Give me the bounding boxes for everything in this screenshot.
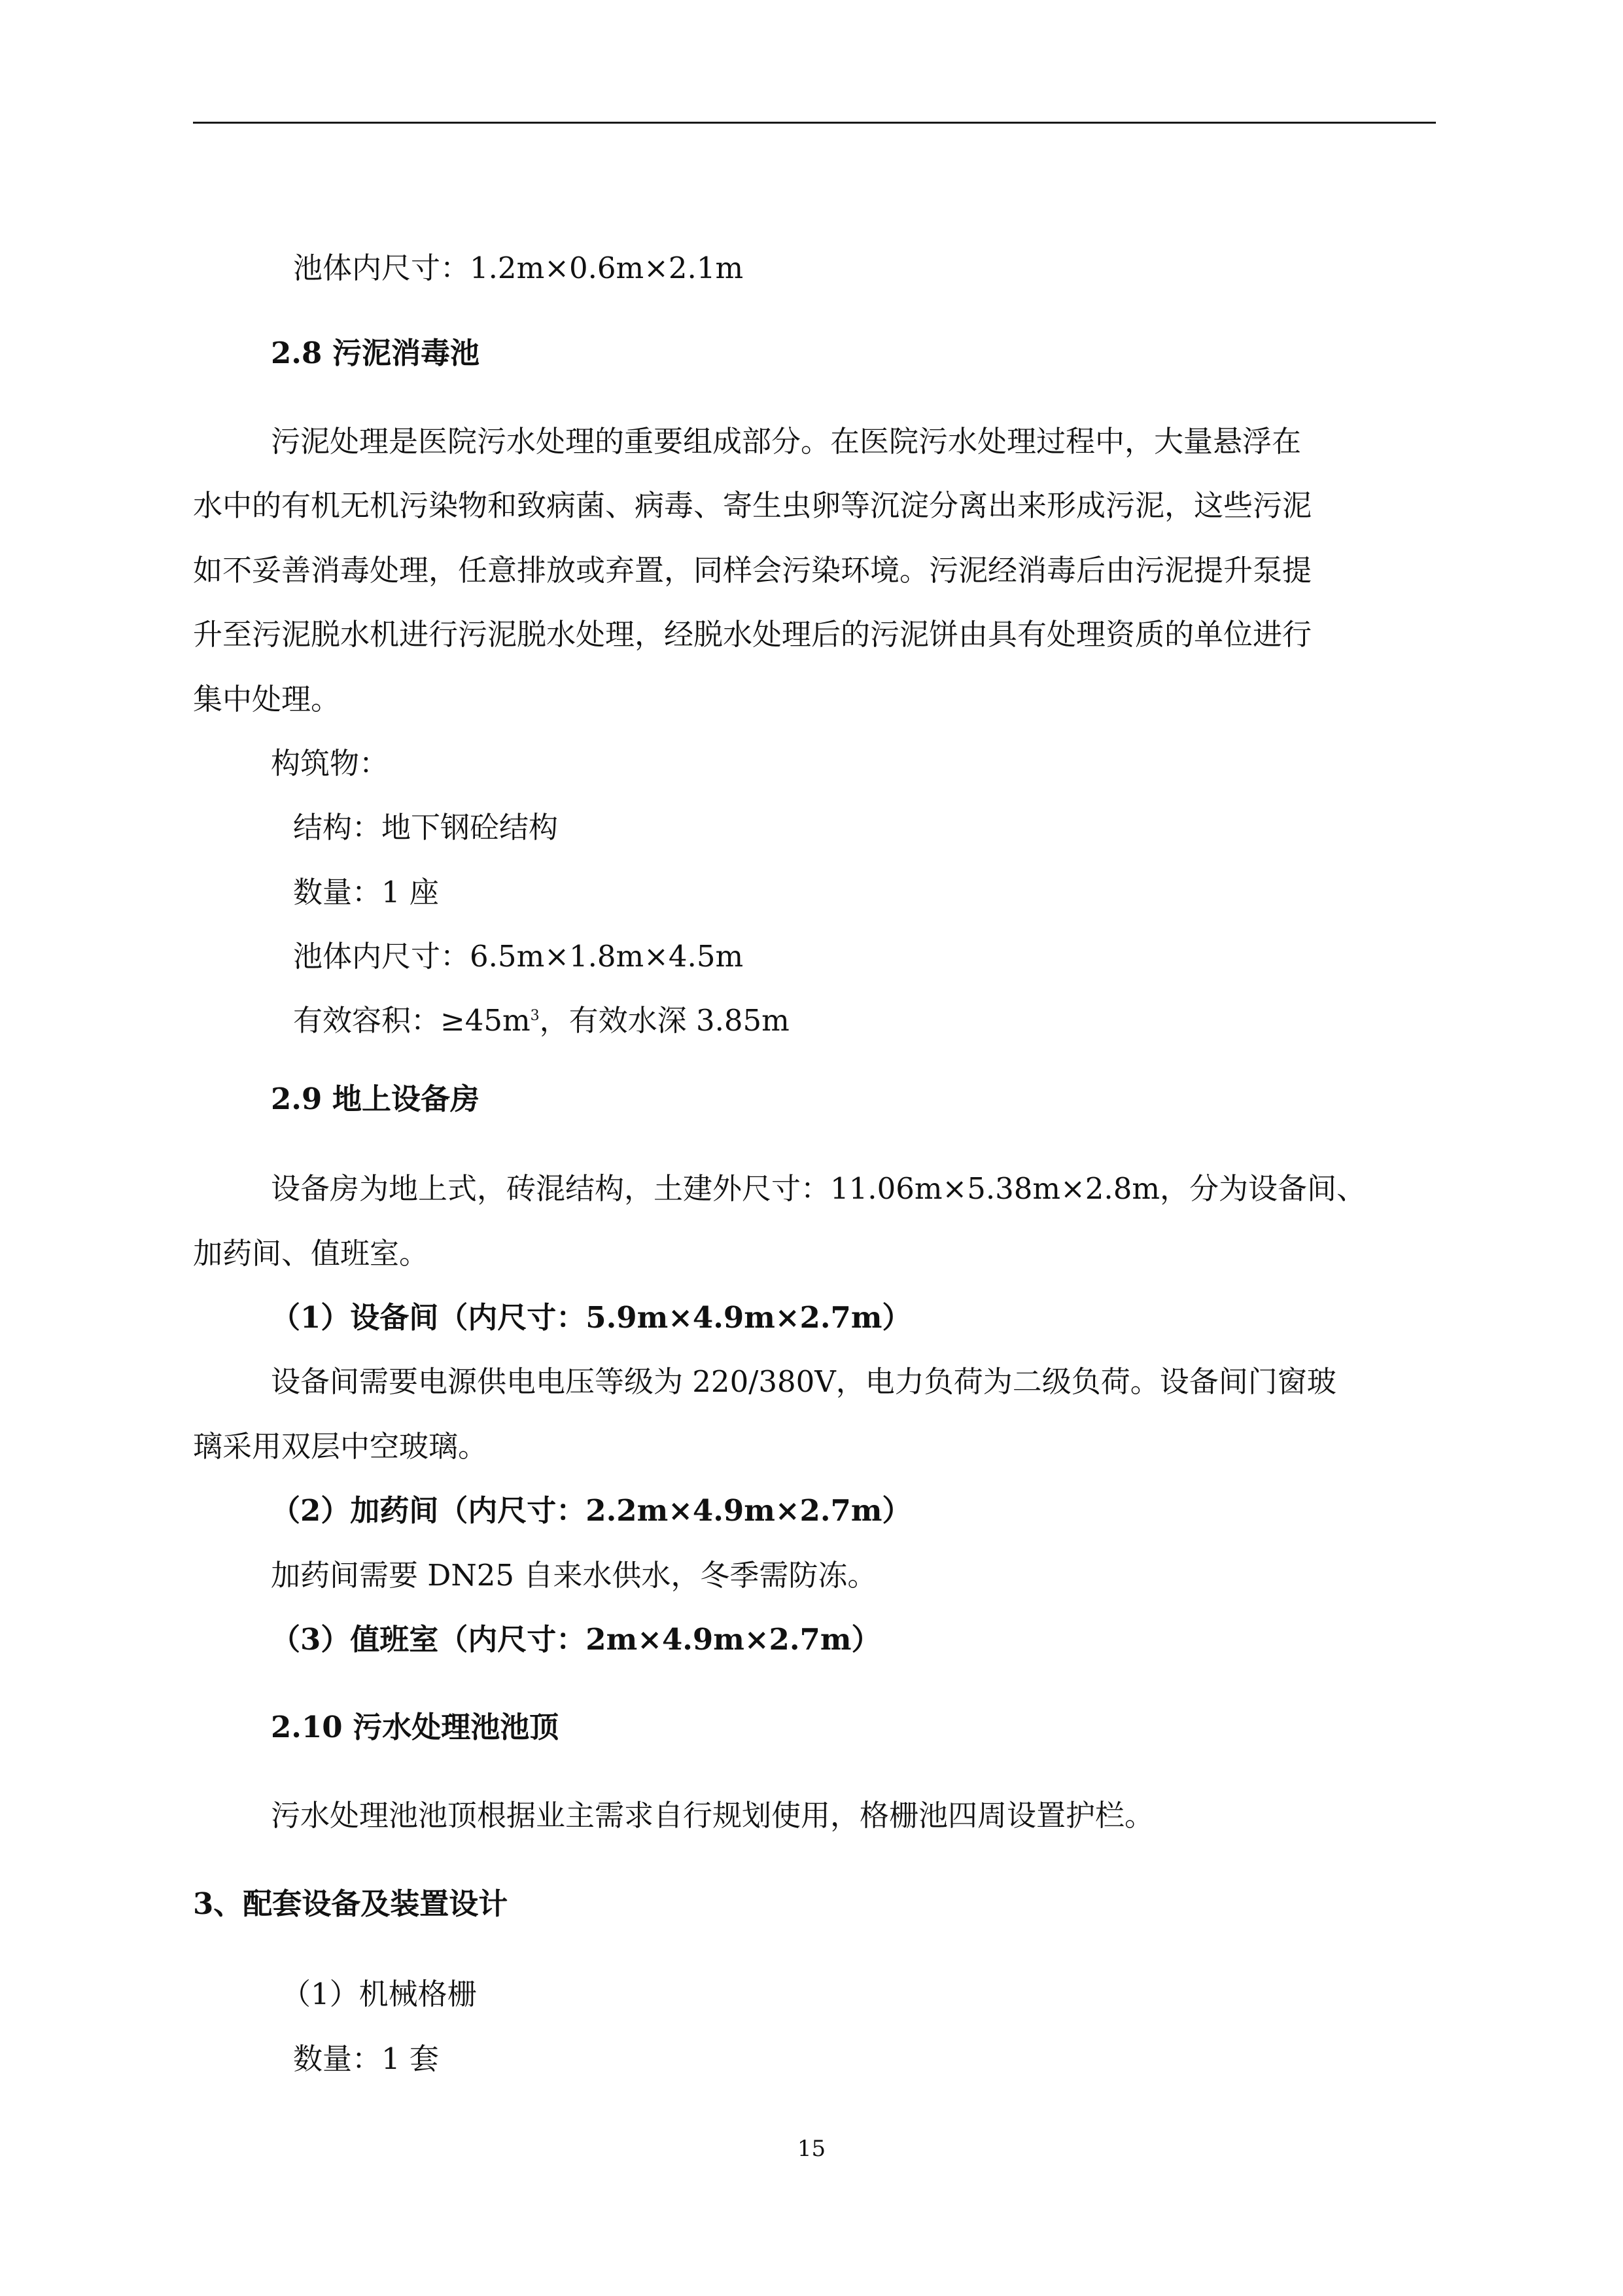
section-heading-3: 3、配套设备及装置设计 xyxy=(193,1886,508,1921)
subsection-equipment-room: （1）设备间（内尺寸：5.9m×4.9m×2.7m） xyxy=(271,1300,912,1335)
paragraph-line: 水中的有机无机污染物和致病菌、病毒、寄生虫卵等沉淀分离出来形成污泥，这些污泥 xyxy=(193,488,1312,523)
header-rule xyxy=(193,122,1436,124)
paragraph-line: 如不妥善消毒处理，任意排放或弃置，同样会污染环境。污泥经消毒后由污泥提升泵提 xyxy=(193,553,1312,588)
paragraph-line: 璃采用双层中空玻璃。 xyxy=(193,1429,488,1464)
paragraph-line: 设备间需要电源供电电压等级为 220/380V，电力负荷为二级负荷。设备间门窗玻 xyxy=(271,1364,1336,1399)
pool-dimensions-line: 池体内尺寸：6.5m×1.8m×4.5m xyxy=(293,939,744,974)
quantity-line: 数量：1 座 xyxy=(293,875,439,910)
paragraph-line: 集中处理。 xyxy=(193,682,341,716)
page-number: 15 xyxy=(797,2136,826,2162)
section-heading-2-10: 2.10 污水处理池池顶 xyxy=(271,1710,559,1744)
effective-depth-text: ，有效水深 3.85m xyxy=(539,1003,790,1038)
subsection-duty-room: （3）值班室（内尺寸：2m×4.9m×2.7m） xyxy=(271,1622,881,1657)
effective-volume-line xyxy=(293,1001,790,1040)
paragraph-line: 加药间需要 DN25 自来水供水，冬季需防冻。 xyxy=(271,1558,877,1593)
paragraph-line: 设备房为地上式，砖混结构，土建外尺寸：11.06m×5.38m×2.8m，分为设备间、 xyxy=(271,1171,1367,1206)
subsection-dosing-room: （2）加药间（内尺寸：2.2m×4.9m×2.7m） xyxy=(271,1493,912,1528)
section-heading-2-8: 2.8 污泥消毒池 xyxy=(271,336,480,370)
paragraph-line: 升至污泥脱水机进行污泥脱水处理，经脱水处理后的污泥饼由具有处理资质的单位进行 xyxy=(193,617,1312,652)
quantity-line: 数量：1 套 xyxy=(293,2041,439,2076)
section-heading-2-9: 2.9 地上设备房 xyxy=(271,1082,480,1116)
paragraph-line: 污泥处理是医院污水处理的重要组成部分。在医院污水处理过程中，大量悬浮在 xyxy=(271,424,1302,459)
effective-volume-text: 有效容积：≥45m xyxy=(293,1003,531,1038)
paragraph-line: 污水处理池池顶根据业主需求自行规划使用，格栅池四周设置护栏。 xyxy=(271,1798,1155,1833)
equipment-item: （1）机械格栅 xyxy=(281,1977,477,2011)
cubic-superscript: 3 xyxy=(530,1008,540,1024)
pool-dimensions-line: 池体内尺寸：1.2m×0.6m×2.1m xyxy=(293,251,744,285)
structure-line: 结构：地下钢砼结构 xyxy=(293,810,559,845)
paragraph-line: 加药间、值班室。 xyxy=(193,1236,429,1271)
structures-label: 构筑物： xyxy=(271,746,389,781)
